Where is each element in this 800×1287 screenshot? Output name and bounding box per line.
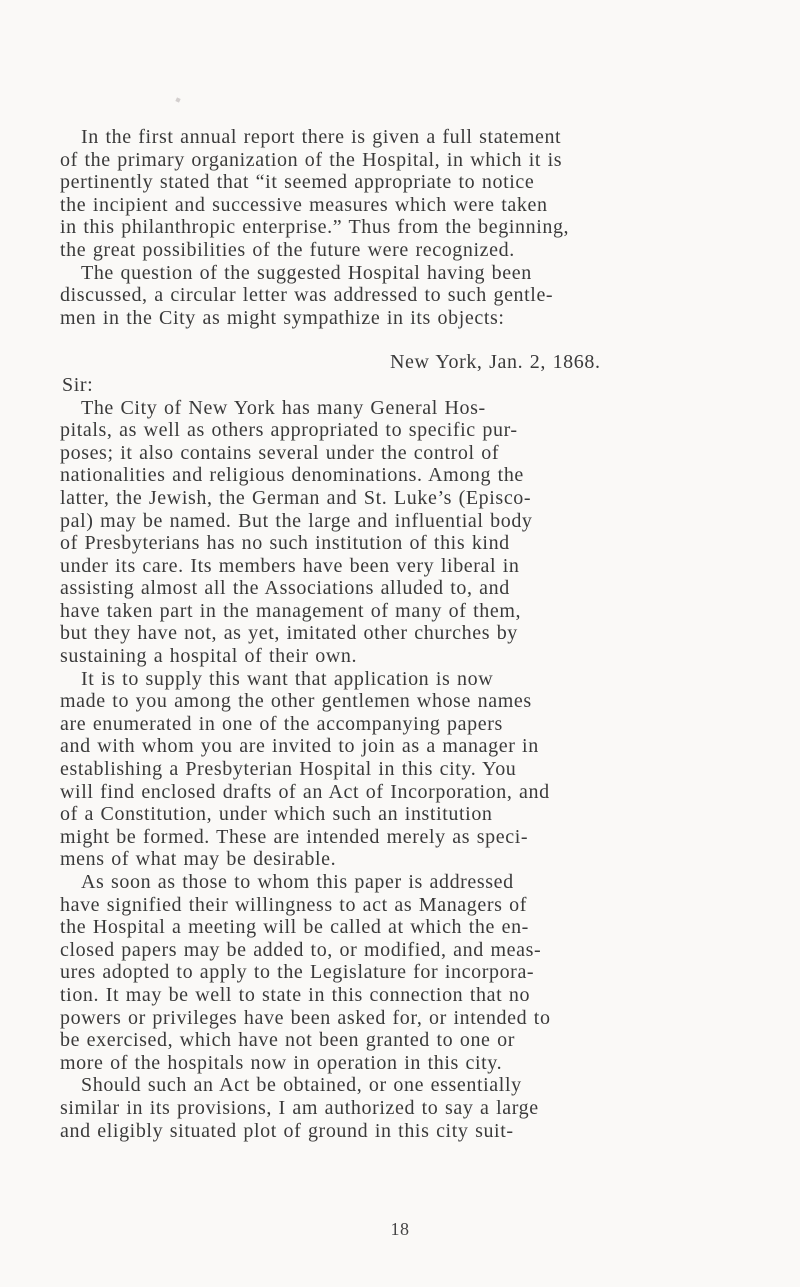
text-line: powers or privileges have been asked for, or intended to: [60, 1006, 551, 1029]
text-line: the Hospital a meeting will be called at which the en-: [60, 916, 529, 939]
text-line: pertinently stated that “it seemed appropriate to notice: [60, 171, 535, 194]
page-text: [60, 126, 676, 1142]
paper-speck: [175, 97, 180, 102]
text-line: in this philanthropic enterprise.” Thus from the beginning,: [60, 216, 570, 239]
text-line: be exercised, which have not been granted to one or: [60, 1029, 515, 1052]
text-line: of Presbyterians has no such institution of this kind: [60, 532, 510, 555]
text-line: of the primary organization of the Hospital, in which it is: [60, 148, 563, 171]
text-line: might be formed. These are intended merely as speci-: [60, 825, 529, 848]
text-line: pitals, as well as others appropriated to specific pur-: [60, 419, 518, 442]
text-line: sustaining a hospital of their own.: [60, 645, 358, 668]
intro-paragraph: [60, 126, 676, 329]
text-line: It is to supply this want that application is now: [81, 667, 494, 690]
text-line: similar in its provisions, I am authorized to say a large: [60, 1096, 539, 1119]
text-line: but they have not, as yet, imitated other churches by: [60, 622, 518, 645]
text-line: establishing a Presbyterian Hospital in this city. You: [60, 758, 517, 781]
text-line: assisting almost all the Associations alluded to, and: [60, 577, 510, 600]
text-line: mens of what may be desirable.: [60, 848, 337, 871]
text-line: made to you among the other gentlemen whose names: [60, 690, 532, 713]
text-line: poses; it also contains several under the control of: [60, 441, 500, 464]
letter-date: New York, Jan. 2, 1868.: [390, 351, 601, 374]
text-line: of a Constitution, under which such an institution: [60, 803, 493, 826]
text-line: will find enclosed drafts of an Act of Incorporation, and: [60, 780, 550, 803]
page-number: 18: [390, 1219, 410, 1239]
text-line: ures adopted to apply to the Legislature for incorpora-: [60, 961, 535, 984]
text-line: tion. It may be well to state in this connection that no: [60, 983, 531, 1006]
text-line: In the first annual report there is given a full statement: [81, 126, 562, 148]
text-line: As soon as those to whom this paper is addressed: [81, 871, 514, 893]
text-line: more of the hospitals now in operation in this city.: [60, 1051, 503, 1074]
text-line: latter, the Jewish, the German and St. Luke’s (Episco-: [60, 486, 532, 509]
text-line: and eligibly situated plot of ground in this city suit-: [60, 1119, 514, 1142]
text-line: The question of the suggested Hospital having been: [81, 261, 532, 284]
letter-body: [60, 397, 676, 1143]
text-line: the great possibilities of the future were recognized.: [60, 238, 515, 261]
text-line: are enumerated in one of the accompanying papers: [60, 712, 503, 735]
letter-salutation: Sir:: [62, 373, 94, 396]
text-line: men in the City as might sympathize in its objects:: [60, 306, 505, 329]
text-line: have signified their willingness to act as Managers of: [60, 893, 527, 916]
text-line: under its care. Its members have been very liberal in: [60, 554, 520, 577]
text-line: nationalities and religious denominations. Among the: [60, 464, 524, 487]
text-line: Should such an Act be obtained, or one essentially: [81, 1074, 522, 1097]
text-line: pal) may be named. But the large and influential body: [60, 509, 533, 532]
text-line: the incipient and successive measures which were taken: [60, 193, 548, 216]
text-line: closed papers may be added to, or modified, and meas-: [60, 938, 542, 961]
text-line: have taken part in the management of many of them,: [60, 599, 522, 622]
text-line: and with whom you are invited to join as a manager in: [60, 735, 539, 758]
text-line: The City of New York has many General Hos-: [81, 396, 486, 419]
text-line: discussed, a circular letter was addressed to such gentle-: [60, 284, 554, 307]
